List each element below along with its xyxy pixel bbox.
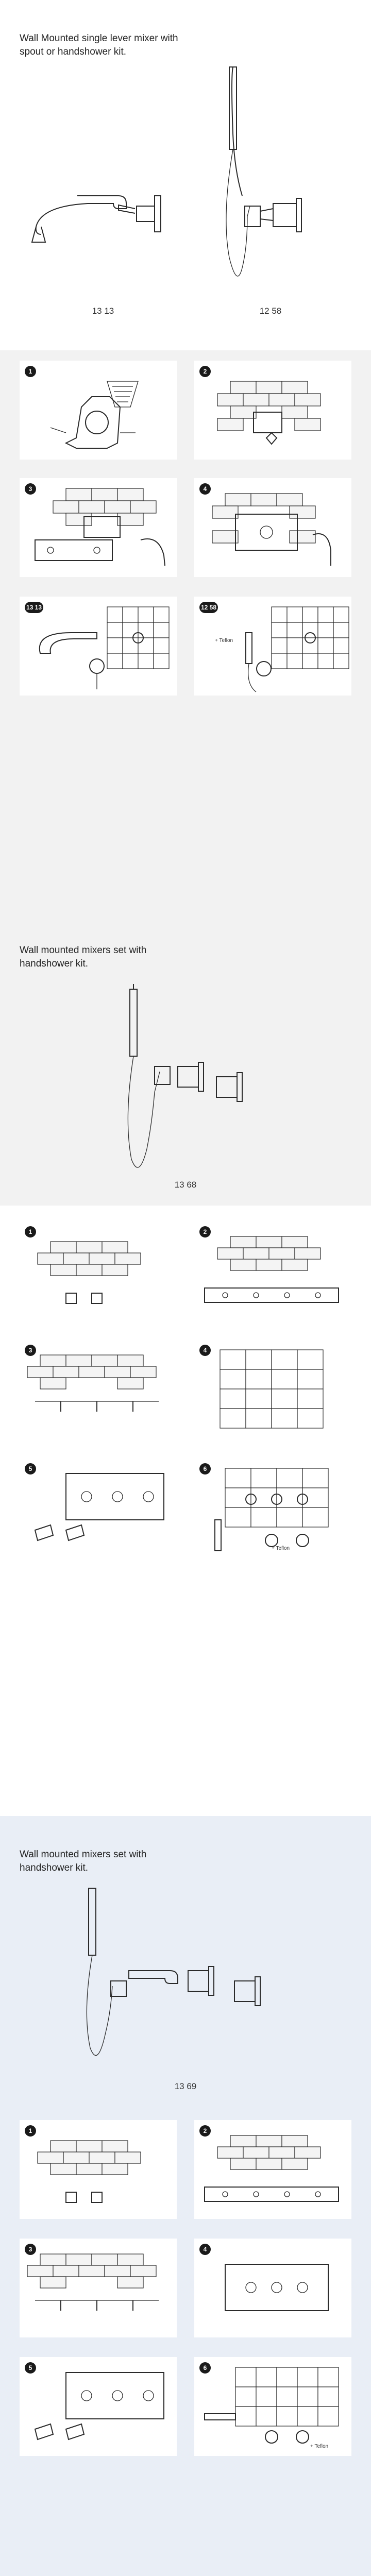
teflon-label: + Teflon — [215, 638, 233, 643]
step-number-badge: 1 — [25, 1226, 36, 1238]
product-illustration-13-13 — [0, 0, 371, 309]
step-card — [20, 2357, 177, 2456]
model-number-13-13: 13 13 — [92, 306, 114, 316]
step-card — [20, 478, 177, 577]
section-title: Wall mounted mixers set with handshower kit. — [20, 945, 147, 969]
step-card — [194, 2120, 351, 2219]
step-number-badge: 4 — [199, 1345, 211, 1356]
step-number-badge: 1 — [25, 2125, 36, 2137]
step-number-badge: 6 — [199, 2362, 211, 2374]
step-number-badge: 4 — [199, 2244, 211, 2255]
step-number-badge: 2 — [199, 1226, 211, 1238]
teflon-label: + Teflon — [272, 1546, 290, 1551]
product-illustration-13-68 — [0, 912, 371, 1170]
section-single-lever — [0, 0, 371, 927]
step-number-badge: 1 — [25, 366, 36, 377]
step-model-badge: 13 13 — [25, 602, 43, 613]
step-number-badge: 4 — [199, 483, 211, 495]
step-card — [194, 361, 351, 460]
step-card — [20, 1458, 177, 1557]
step-number-badge: 3 — [25, 483, 36, 495]
step-model-badge: 12 58 — [199, 602, 218, 613]
step-card — [194, 1221, 351, 1320]
model-number-13-68: 13 68 — [174, 1180, 197, 1190]
section-title: Wall Mounted single lever mixer with spout or handshower kit. — [20, 33, 178, 57]
step-card-12-58 — [194, 597, 351, 696]
section-mixer-set-13-68 — [0, 912, 371, 1816]
step-card — [20, 361, 177, 460]
section-title: Wall mounted mixers set with handshower kit. — [20, 1849, 147, 1873]
step-number-badge: 2 — [199, 366, 211, 377]
step-card — [20, 1221, 177, 1320]
step-card — [20, 2120, 177, 2219]
step-card-13-13 — [20, 597, 177, 696]
step-card — [194, 2239, 351, 2337]
step-card — [20, 2239, 177, 2337]
product-illustration-13-69 — [0, 1816, 371, 2074]
step-card — [194, 478, 351, 577]
step-number-badge: 6 — [199, 1463, 211, 1475]
step-number-badge: 2 — [199, 2125, 211, 2137]
step-card — [194, 1458, 351, 1557]
step-card — [20, 1340, 177, 1438]
model-number-12-58: 12 58 — [259, 306, 282, 316]
step-card — [194, 2357, 351, 2456]
step-number-badge: 5 — [25, 2362, 36, 2374]
step-number-badge: 3 — [25, 2244, 36, 2255]
step-number-badge: 5 — [25, 1463, 36, 1475]
model-number-13-69: 13 69 — [174, 2081, 197, 2091]
section-mixer-set-13-69 — [0, 1816, 371, 2576]
teflon-label: + Teflon — [310, 2444, 329, 2449]
step-number-badge: 3 — [25, 1345, 36, 1356]
step-card — [194, 1340, 351, 1438]
